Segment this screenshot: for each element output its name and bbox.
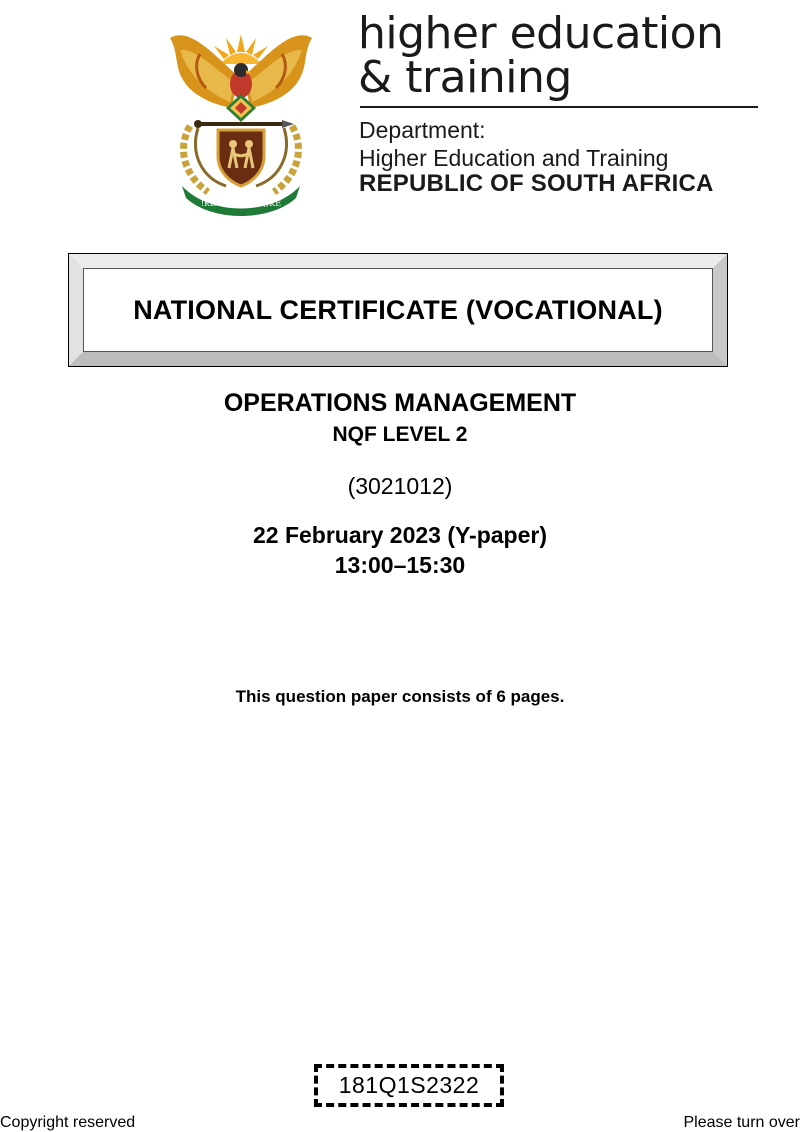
paper-code: 181Q1S2322 xyxy=(338,1072,480,1098)
emblem-motto: !KE E: /XARRA //KE xyxy=(200,199,282,208)
certificate-title-box xyxy=(69,254,727,366)
subject-title: OPERATIONS MANAGEMENT xyxy=(223,389,577,417)
logo-divider xyxy=(360,106,758,108)
nqf-level: NQF LEVEL 2 xyxy=(332,423,468,446)
department-label: Department: xyxy=(359,117,486,143)
paper-code-box xyxy=(314,1064,504,1107)
copyright-notice: Copyright reserved xyxy=(0,1114,136,1131)
exam-date: 22 February 2023 (Y-paper) xyxy=(252,522,548,548)
subject-code: (3021012) xyxy=(347,473,453,499)
turn-over-note: Please turn over xyxy=(683,1114,800,1131)
department-country: REPUBLIC OF SOUTH AFRICA xyxy=(359,170,714,197)
certificate-title-frame xyxy=(83,268,713,352)
logo-title-line-1: higher education xyxy=(358,8,724,59)
exam-time: 13:00–15:30 xyxy=(334,552,466,578)
logo-title-line-2: & training xyxy=(358,52,572,103)
certificate-title: NATIONAL CERTIFICATE (VOCATIONAL) xyxy=(133,294,663,325)
department-name: Higher Education and Training xyxy=(359,145,669,171)
page-count-note: This question paper consists of 6 pages. xyxy=(235,687,565,706)
coat-of-arms-icon xyxy=(160,16,322,216)
